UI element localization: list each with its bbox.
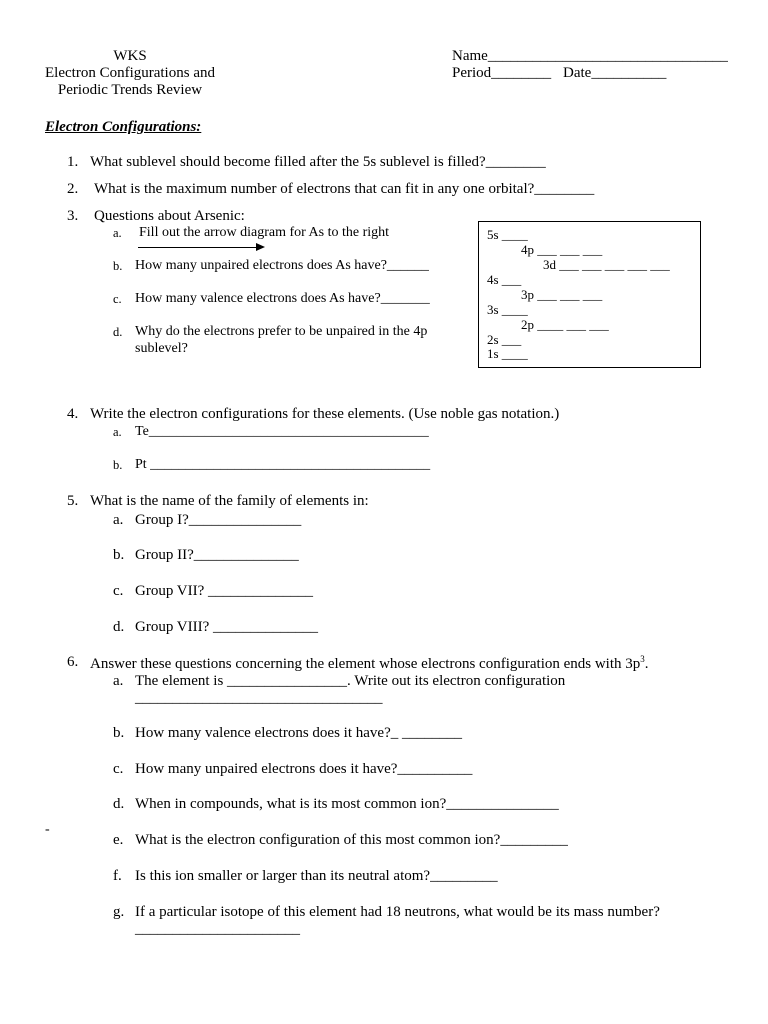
q6f-label: f. — [113, 868, 122, 884]
period-field[interactable]: Period________ — [452, 65, 552, 81]
q3-text: Questions about Arsenic: — [94, 208, 245, 224]
q6g-label: g. — [113, 904, 125, 920]
q4-text: Write the electron configurations for these elements. (Use noble gas notation.) — [90, 406, 560, 422]
q5-number: 5. — [67, 493, 79, 509]
q4-number: 4. — [67, 406, 79, 422]
margin-mark: - — [45, 822, 50, 837]
q3d-text-line1: Why do the electrons prefer to be unpaired in the 4p — [135, 324, 428, 339]
arrow-right-icon — [256, 243, 265, 251]
q3a-label: a. — [113, 226, 122, 240]
q3c-label: c. — [113, 292, 122, 306]
q4a-label: a. — [113, 425, 122, 439]
section-title: Electron Configurations: — [45, 119, 202, 135]
q1-text: What sublevel should become filled after the 5s sublevel is filled?________ — [90, 154, 546, 170]
q4a-answer[interactable]: Te________________________________________ — [135, 424, 429, 439]
q6f-answer[interactable]: Is this ion smaller or larger than its neutral atom?_________ — [135, 868, 498, 884]
q5-text: What is the name of the family of elements in: — [90, 493, 369, 509]
q1-number: 1. — [67, 154, 79, 170]
q6d-answer[interactable]: When in compounds, what is its most common ion?_______________ — [135, 796, 559, 812]
q6c-answer[interactable]: How many unpaired electrons does it have?__________ — [135, 761, 473, 777]
q6d-label: d. — [113, 796, 125, 812]
header-title-line2: Periodic Trends Review — [57, 82, 203, 98]
orbital-4p[interactable]: 4p ___ ___ ___ — [521, 242, 603, 257]
q6a-label: a. — [113, 673, 124, 689]
q6-text: Answer these questions concerning the element whose electrons configuration ends with $3p^3$. — [90, 654, 649, 672]
header-title-line1: Electron Configurations and — [45, 65, 215, 81]
q2-number: 2. — [67, 181, 79, 197]
q5a-answer[interactable]: Group I?_______________ — [135, 512, 302, 528]
q6g-answer-line[interactable]: ______________________ — [135, 921, 300, 937]
orbital-2p[interactable]: 2p ____ ___ ___ — [521, 317, 609, 332]
orbital-3s[interactable]: 3s ____ — [487, 302, 528, 317]
q3b-label: b. — [113, 259, 123, 273]
q3c-text: How many valence electrons does As have?_______ — [135, 291, 430, 306]
name-field[interactable]: Name________________________________ — [452, 48, 728, 64]
q6b-label: b. — [113, 725, 125, 741]
orbital-1s[interactable]: 1s ____ — [487, 346, 528, 361]
q5b-answer[interactable]: Group II?______________ — [135, 547, 299, 563]
q5b-label: b. — [113, 547, 125, 563]
orbital-5s[interactable]: 5s ____ — [487, 227, 528, 242]
q6a-answer-line[interactable]: _________________________________ — [135, 690, 383, 706]
q4b-answer[interactable]: Pt ________________________________________ — [135, 457, 431, 472]
q6c-label: c. — [113, 761, 124, 777]
q5c-label: c. — [113, 583, 124, 599]
q6a-text[interactable]: The element is ________________. Write out its electron configuration — [135, 673, 566, 689]
date-field[interactable]: Date__________ — [563, 65, 667, 81]
orbital-3p[interactable]: 3p ___ ___ ___ — [521, 287, 603, 302]
orbital-4s[interactable]: 4s ___ — [487, 272, 522, 287]
q6e-answer[interactable]: What is the electron configuration of this most common ion?_________ — [135, 832, 568, 848]
arrow-line — [138, 247, 258, 248]
q6g-text: If a particular isotope of this element had 18 neutrons, what would be its mass number? — [135, 904, 660, 920]
q6e-label: e. — [113, 832, 124, 848]
q6b-answer[interactable]: How many valence electrons does it have?_ ________ — [135, 725, 462, 741]
orbital-3d[interactable]: 3d ___ ___ ___ ___ ___ — [543, 257, 670, 272]
q3d-label: d. — [113, 325, 123, 339]
orbital-2s[interactable]: 2s ___ — [487, 332, 522, 347]
q3-number: 3. — [67, 208, 79, 224]
q2-text: What is the maximum number of electrons that can fit in any one orbital?________ — [94, 181, 595, 197]
q3a-text: Fill out the arrow diagram for As to the right — [139, 225, 390, 240]
q5d-label: d. — [113, 619, 125, 635]
header-wks: WKS — [113, 48, 147, 64]
q3d-text-line2: sublevel? — [135, 341, 188, 356]
q6-number: 6. — [67, 654, 79, 670]
q5c-answer[interactable]: Group VII? ______________ — [135, 583, 314, 599]
q3b-text: How many unpaired electrons does As have?______ — [135, 258, 429, 273]
q5a-label: a. — [113, 512, 124, 528]
q5d-answer[interactable]: Group VIII? ______________ — [135, 619, 319, 635]
q6-superscript: 3 — [640, 654, 645, 664]
q4b-label: b. — [113, 458, 123, 472]
